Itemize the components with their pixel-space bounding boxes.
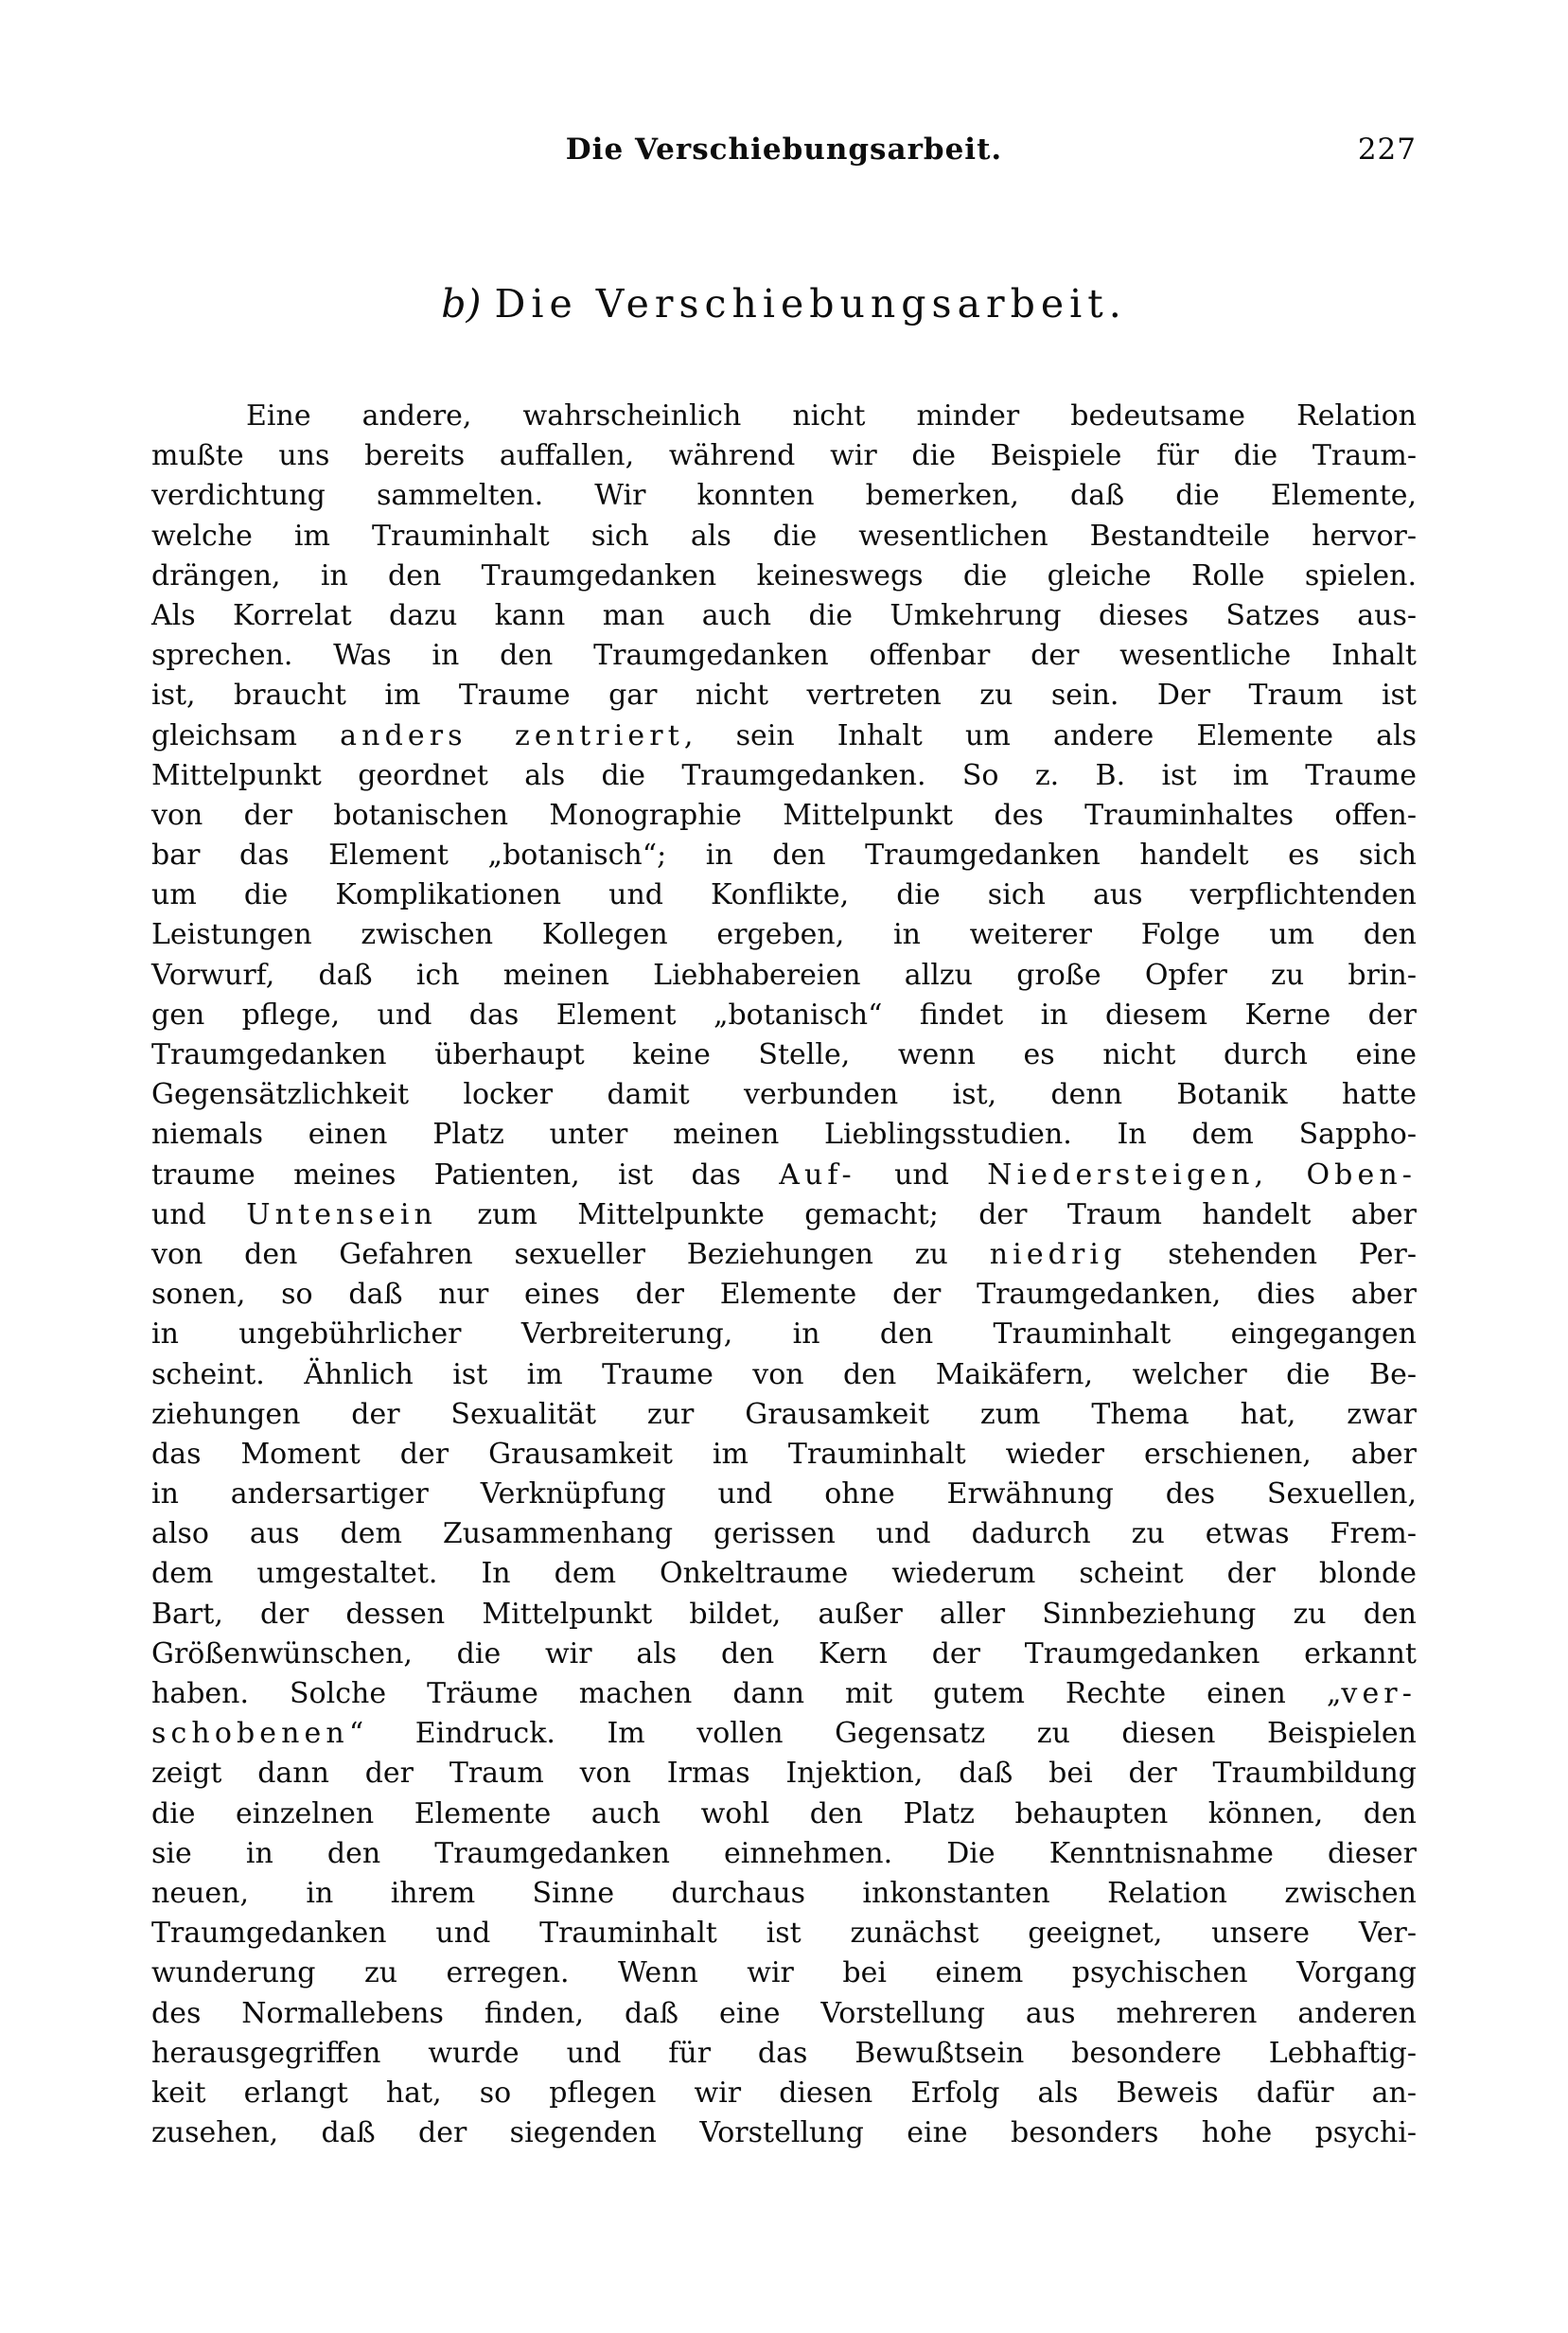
text-line	[151, 915, 1417, 955]
text-line	[151, 1834, 1417, 1874]
text-line	[151, 1874, 1417, 1914]
text-segment: sprechen. Was in den Traumgedanken offenbar der wesentliche Inhalt	[151, 639, 1417, 673]
text-line	[151, 1514, 1417, 1554]
text-line	[151, 636, 1417, 676]
text-segment: Vorwurf, daß ich meinen Liebhabereien allzu große Opfer zu brin-	[151, 958, 1417, 992]
text-segment: welche im Trauminhalt sich als die wesentlichen Bestandteile hervor-	[151, 519, 1417, 553]
emphasized-text-segment: ver-	[1341, 1677, 1417, 1710]
text-segment: wunderung zu erregen. Wenn wir bei einem psychischen Vorgang	[151, 1956, 1417, 1990]
emphasized-text-segment: schobenen	[151, 1717, 349, 1751]
text-segment: mußte uns bereits auffallen, während wir die Beispiele für die Traum-	[151, 439, 1417, 473]
emphasized-text-segment: Niedersteigen,	[987, 1158, 1269, 1192]
text-line	[151, 956, 1417, 996]
text-line	[151, 1075, 1417, 1115]
text-line	[151, 476, 1417, 516]
text-line	[151, 1475, 1417, 1514]
text-line	[151, 1635, 1417, 1674]
text-segment: stehenden Per-	[1126, 1237, 1417, 1271]
text-segment: Gegensätzlichkeit locker damit verbunden ist, denn Botanik hatte	[151, 1078, 1417, 1112]
text-segment: , sein Inhalt um andere Elemente als	[683, 718, 1417, 752]
text-segment: Mittelpunkt geordnet als die Traumgedanken. So z. B. ist im Traume	[151, 758, 1417, 792]
text-line	[151, 1554, 1417, 1594]
text-segment: traume meines Patienten, ist das	[151, 1158, 780, 1192]
page-number: 227	[1357, 133, 1417, 167]
text-segment: ziehungen der Sexualität zur Grausamkeit zum Thema hat, zwar	[151, 1397, 1417, 1431]
text-segment: gen pflege, und das Element „botanisch“ findet in diesem Kerne der	[151, 998, 1417, 1032]
text-line	[151, 756, 1417, 796]
text-segment: und	[855, 1158, 988, 1192]
text-line	[151, 2113, 1417, 2153]
text-line	[151, 1914, 1417, 1953]
text-line	[151, 1754, 1417, 1794]
text-line	[151, 1953, 1417, 1993]
text-segment: keit erlangt hat, so pflegen wir diesen Erfolg als Beweis dafür an-	[151, 2076, 1417, 2110]
text-line	[151, 1794, 1417, 1834]
text-segment	[1268, 1158, 1306, 1192]
text-segment: scheint. Ähnlich ist im Traume von den Maikäfern, welcher die Be-	[151, 1357, 1417, 1391]
emphasized-text-segment: anders zentriert	[340, 718, 684, 752]
text-segment: in ungebührlicher Verbreiterung, in den Trauminhalt eingegangen	[151, 1317, 1417, 1352]
section-heading	[151, 280, 1417, 327]
text-segment: Bart, der dessen Mittelpunkt bildet, außer aller Sinnbeziehung zu den	[151, 1597, 1417, 1631]
running-header	[151, 129, 1417, 170]
text-line	[151, 1595, 1417, 1635]
body-text	[151, 397, 1417, 2153]
text-line	[151, 1035, 1417, 1075]
text-segment: Traumgedanken überhaupt keine Stelle, wenn es nicht durch eine	[151, 1038, 1417, 1071]
text-segment: um die Komplikationen und Konflikte, die sich aus verpflichtenden	[151, 878, 1417, 912]
text-segment: von der botanischen Monographie Mittelpunkt des Trauminhaltes offen-	[151, 798, 1417, 832]
text-segment: und	[151, 1197, 247, 1231]
text-line	[151, 517, 1417, 557]
text-segment: Eine andere, wahrscheinlich nicht minder bedeutsame Relation	[246, 399, 1417, 433]
text-line	[151, 2074, 1417, 2113]
text-segment: Als Korrelat dazu kann man auch die Umkehrung dieses Satzes aus-	[151, 598, 1417, 632]
text-line	[151, 1994, 1417, 2034]
text-line	[151, 996, 1417, 1035]
text-segment: zusehen, daß der siegenden Vorstellung eine besonders hohe psychi-	[151, 2116, 1417, 2150]
text-segment: Größenwünschen, die wir als den Kern der Traumgedanken erkannt	[151, 1636, 1417, 1670]
text-line	[151, 676, 1417, 716]
text-line	[151, 1435, 1417, 1475]
text-line	[151, 716, 1417, 756]
text-line	[151, 397, 1417, 436]
emphasized-text-segment: Auf-	[779, 1158, 856, 1192]
text-segment: herausgegriffen wurde und für das Bewußtsein besondere Lebhaftig-	[151, 2036, 1417, 2070]
text-line	[151, 875, 1417, 915]
emphasized-text-segment: niedrig	[989, 1237, 1127, 1271]
section-heading-title: Die Verschiebungsarbeit.	[494, 281, 1127, 327]
text-segment: drängen, in den Traumgedanken keineswegs die gleiche Rolle spielen.	[151, 558, 1417, 592]
text-segment: von den Gefahren sexueller Beziehungen zu	[151, 1237, 990, 1271]
text-segment: Leistungen zwischen Kollegen ergeben, in weiterer Folge um den	[151, 918, 1417, 952]
text-line	[151, 1315, 1417, 1354]
text-line	[151, 1275, 1417, 1315]
emphasized-text-segment: Oben-	[1306, 1158, 1417, 1192]
text-segment: sie in den Traumgedanken einnehmen. Die Kenntnisnahme dieser	[151, 1836, 1417, 1870]
text-segment: sonen, so daß nur eines der Elemente der Traumgedanken, dies aber	[151, 1278, 1417, 1312]
text-line	[151, 1395, 1417, 1435]
text-line	[151, 1674, 1417, 1714]
text-segment: bar das Element „botanisch“; in den Traumgedanken handelt es sich	[151, 839, 1417, 873]
text-line	[151, 796, 1417, 836]
section-heading-prefix: b)	[441, 281, 482, 327]
text-segment: Traumgedanken und Trauminhalt ist zunächst geeignet, unsere Ver-	[151, 1917, 1417, 1951]
text-segment: zeigt dann der Traum von Irmas Injektion, daß bei der Traumbildung	[151, 1757, 1417, 1791]
text-line	[151, 1235, 1417, 1275]
text-segment: neuen, in ihrem Sinne durchaus inkonstanten Relation zwischen	[151, 1876, 1417, 1910]
text-segment: also aus dem Zusammenhang gerissen und dadurch zu etwas Frem-	[151, 1517, 1417, 1551]
text-segment: des Normallebens finden, daß eine Vorstellung aus mehreren anderen	[151, 1996, 1417, 2030]
text-segment: zum Mittelpunkte gemacht; der Traum handelt aber	[436, 1197, 1417, 1231]
text-segment: das Moment der Grausamkeit im Trauminhalt wieder erschienen, aber	[151, 1437, 1417, 1471]
text-line	[151, 1355, 1417, 1395]
text-segment: die einzelnen Elemente auch wohl den Platz behaupten können, den	[151, 1796, 1417, 1830]
emphasized-text-segment: Untensein	[246, 1197, 437, 1231]
text-line	[151, 557, 1417, 596]
text-segment: ist, braucht im Traume gar nicht vertreten zu sein. Der Traum ist	[151, 679, 1417, 713]
text-segment: “ Eindruck. Im vollen Gegensatz zu diesen Beispielen	[348, 1717, 1417, 1751]
text-segment: haben. Solche Träume machen dann mit gutem Rechte einen „	[151, 1677, 1342, 1710]
text-line	[151, 1714, 1417, 1754]
text-line	[151, 836, 1417, 875]
text-line	[151, 596, 1417, 636]
text-line	[151, 1195, 1417, 1235]
text-segment: in andersartiger Verknüpfung und ohne Erwähnung des Sexuellen,	[151, 1477, 1417, 1511]
running-header-title: Die Verschiebungsarbeit.	[565, 133, 1003, 167]
text-segment: niemals einen Platz unter meinen Lieblingsstudien. In dem Sappho-	[151, 1118, 1417, 1152]
text-line	[151, 1156, 1417, 1195]
text-line	[151, 2034, 1417, 2074]
text-line	[151, 1115, 1417, 1155]
text-segment: gleichsam	[151, 718, 341, 752]
text-segment: dem umgestaltet. In dem Onkeltraume wiederum scheint der blonde	[151, 1557, 1417, 1591]
text-line	[151, 436, 1417, 476]
text-segment: verdichtung sammelten. Wir konnten bemerken, daß die Elemente,	[151, 479, 1417, 513]
